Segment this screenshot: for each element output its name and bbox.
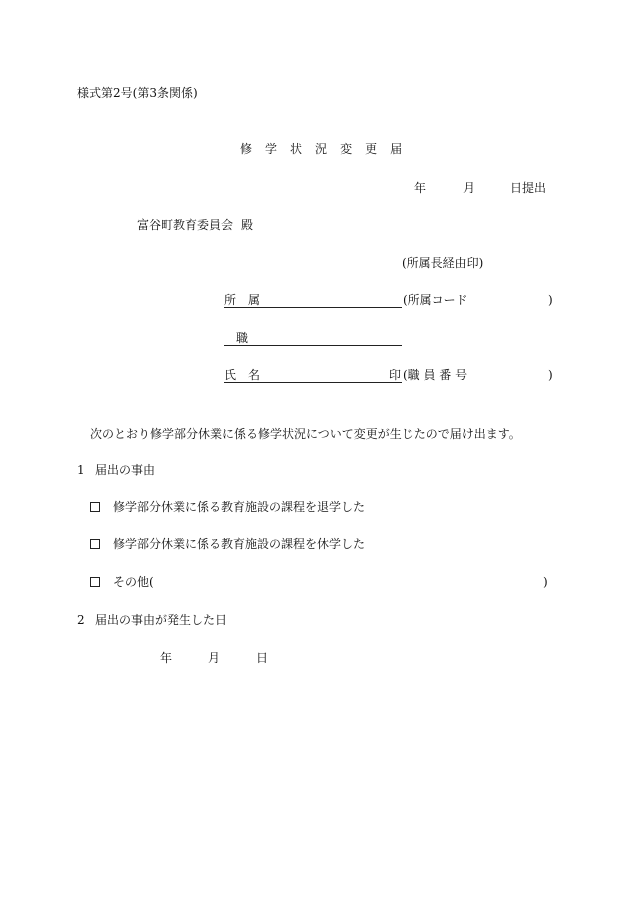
name-underline [224, 382, 402, 383]
submit-day-label: 日提出 [510, 181, 547, 195]
option-withdrew-label: 修学部分休業に係る教育施設の課程を退学した [113, 500, 366, 514]
title-char: 況 [315, 142, 328, 156]
section1-heading: 届出の事由 [95, 463, 156, 477]
name-label: 氏 名 [224, 368, 261, 382]
option-other-checkbox[interactable] [90, 577, 100, 587]
affiliation-code-label: (所属コード [403, 293, 468, 307]
via-chief-note: (所属長経由印) [402, 256, 484, 270]
submit-month-label: 月 [463, 181, 476, 195]
staff-number-close: ) [548, 368, 553, 382]
title-char: 修 [240, 142, 253, 156]
document-title [240, 142, 402, 156]
title-char: 更 [365, 142, 378, 156]
event-month-label: 月 [208, 651, 221, 665]
section1-number: 1 [77, 463, 85, 477]
option-leave-label: 修学部分休業に係る教育施設の課程を休学した [113, 537, 366, 551]
option-withdrew-checkbox[interactable] [90, 502, 100, 512]
addressee-org: 富谷町教育委員会 [137, 218, 234, 232]
position-label: 職 [236, 331, 249, 345]
submit-year-label: 年 [414, 181, 427, 195]
section2-heading: 届出の事由が発生した日 [95, 613, 228, 627]
option-other-close: ) [543, 575, 548, 589]
event-day-label: 日 [256, 651, 269, 665]
title-char: 届 [390, 142, 403, 156]
form-number: 様式第2号(第3条関係) [77, 86, 198, 100]
option-other-label: その他( [113, 575, 154, 589]
position-underline [224, 345, 402, 346]
addressee-honorific: 殿 [241, 218, 254, 232]
staff-number-label: (職 員 番 号 [403, 368, 468, 382]
affiliation-code-close: ) [548, 293, 553, 307]
title-char: 状 [290, 142, 303, 156]
intro-text: 次のとおり修学部分休業に係る修学状況について変更が生じたので届け出ます。 [90, 427, 521, 441]
title-char: 学 [265, 142, 278, 156]
affiliation-underline [224, 307, 402, 308]
option-leave-checkbox[interactable] [90, 539, 100, 549]
event-year-label: 年 [160, 651, 173, 665]
seal-mark: 印 [389, 368, 402, 382]
section2-number: 2 [77, 613, 85, 627]
title-char: 変 [340, 142, 353, 156]
affiliation-label: 所 属 [224, 293, 261, 307]
